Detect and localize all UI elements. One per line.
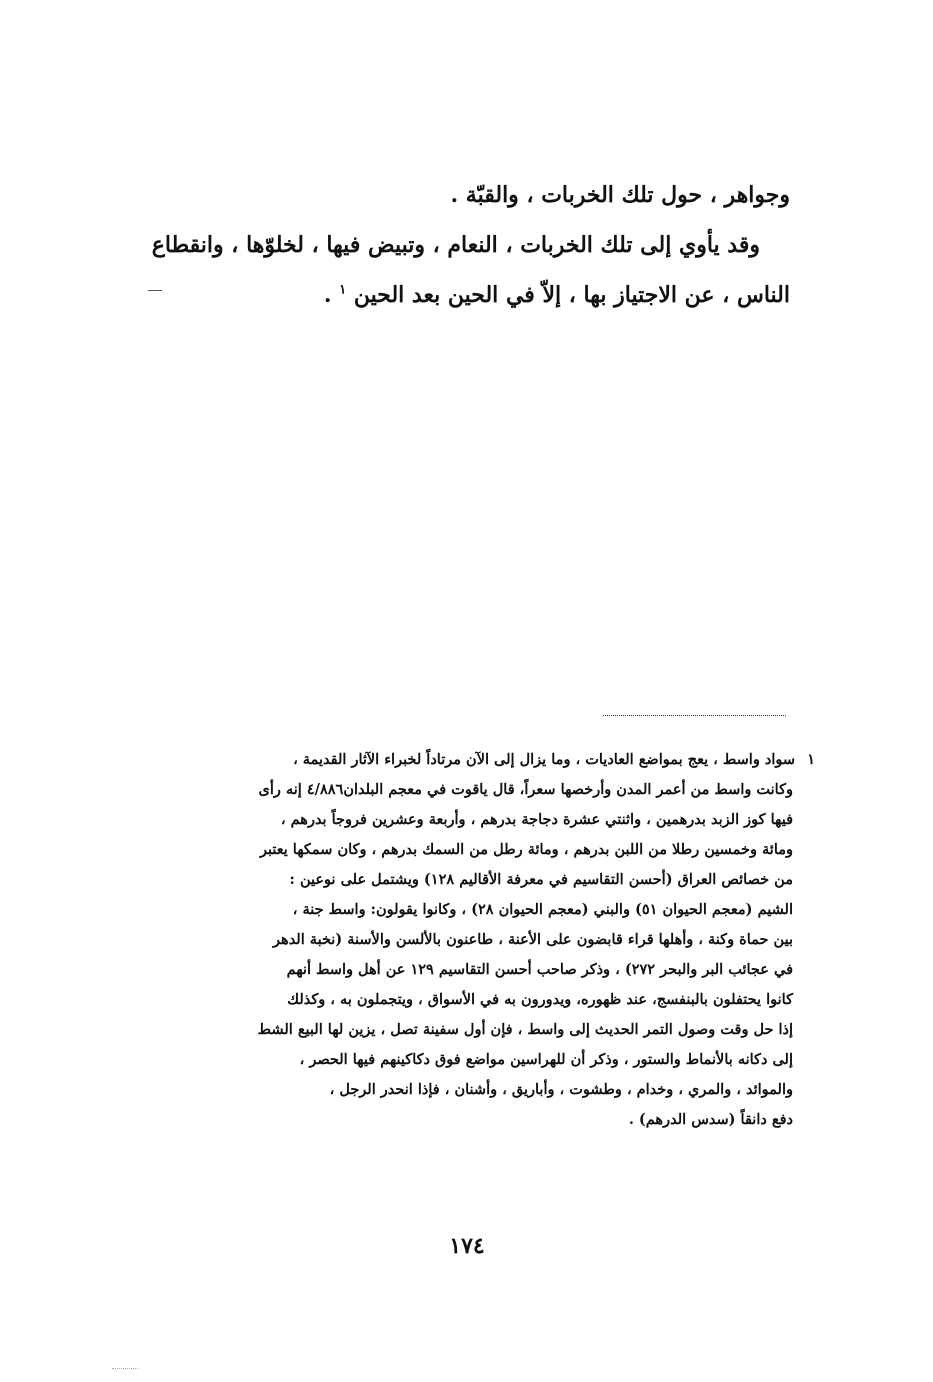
footnote-line <box>135 985 815 1015</box>
footnote-line-7: بين حماة وكنة ، وأهلها قراء قابضون على الأعنة ، طاعنون بالألسن والأسنة (نخبة الدهر <box>273 931 793 948</box>
footnote-line <box>135 955 815 985</box>
footnote-line <box>135 1015 815 1045</box>
main-text-line <box>110 270 790 320</box>
main-text-end-mark: . <box>323 282 332 308</box>
scan-speck <box>112 1368 138 1369</box>
footnote-block <box>135 745 815 1135</box>
main-text-block <box>110 170 790 320</box>
footnote-line-9: كانوا يحتفلون بالبنفسج، عند ظهوره، ويدورون به في الأسواق ، ويتجملون به ، وكذلك <box>287 991 793 1008</box>
footnote-line <box>135 865 815 895</box>
footnote-line <box>135 745 815 775</box>
main-text-line <box>110 220 790 270</box>
footnote-line <box>135 925 815 955</box>
footnote-line-10: إذا حل وقت وصول التمر الحديث إلى واسط ، فإن أول سفينة تصل ، يزين لها البيع الشط <box>257 1021 793 1038</box>
footnote-line-2: وكانت واسط من أعمر المدن وأرخصها سعراً، قال ياقوت في معجم البلدان٤/٨٨٦ إنه رأى <box>258 781 793 798</box>
footnote-line-13: دفع دانقاً (سدس الدرهم) . <box>628 1111 793 1128</box>
footnote-line-8: في عجائب البر والبحر ٢٧٢) ، وذكر صاحب أحسن التقاسيم ١٢٩ عن أهل واسط أنهم <box>286 961 793 978</box>
footnote-line <box>135 835 815 865</box>
footnote-number: ١ <box>807 751 815 768</box>
footnote-line-3: فيها كوز الزبد بدرهمين ، واثنتي عشرة دجاجة بدرهم ، وأربعة وعشرين فروجاً بدرهم ، <box>280 811 793 828</box>
footnote-line <box>135 1105 815 1135</box>
footnote-line <box>135 1075 815 1105</box>
footnote-line <box>135 895 815 925</box>
footnote-line-4: ومائة وخمسين رطلا من اللبن بدرهم ، ومائة رطل من السمك بدرهم ، وكان سمكها يعتبر <box>259 841 793 858</box>
footnote-line-6: الشيم (معجم الحيوان ٥١) والبني (معجم الحيوان ٢٨) ، وكانوا يقولون: واسط جنة ، <box>292 901 793 918</box>
footnote-divider <box>603 715 786 716</box>
main-text-line-2: وقد يأوي إلى تلك الخربات ، النعام ، وتبيض فيها ، لخلوّها ، وانقطاع <box>151 232 760 258</box>
footnote-marker: ١ <box>339 282 347 298</box>
main-text-line-3: الناس ، عن الاجتياز بها ، إلاّ في الحين بعد الحين <box>353 282 790 308</box>
footnote-line <box>135 805 815 835</box>
footnote-line-5: من خصائص العراق (أحسن التقاسيم في معرفة الأقاليم ١٢٨) ويشتمل على نوعين : <box>289 871 793 888</box>
main-text-line-1: وجواهر ، حول تلك الخربات ، والقبّة . <box>450 182 790 208</box>
stray-dash-mark <box>148 290 162 291</box>
footnote-line <box>135 1045 815 1075</box>
footnote-line <box>135 775 815 805</box>
page-number: ١٧٤ <box>449 1233 485 1259</box>
main-text-line <box>110 170 790 220</box>
footnote-line-12: والموائد ، والمري ، وخدام ، وطشوت ، وأباريق ، وأشنان ، فإذا انحدر الرجل ، <box>329 1081 793 1098</box>
footnote-line-1: سواد واسط ، يعج بمواضع العاديات ، وما يزال إلى الآن مرتاداً لخبراء الآثار القديمة ، <box>293 751 795 768</box>
footnote-line-11: إلى دكانه بالأنماط والستور ، وذكر أن للهراسين مواضع فوق دكاكينهم فيها الحصر ، <box>299 1051 793 1068</box>
